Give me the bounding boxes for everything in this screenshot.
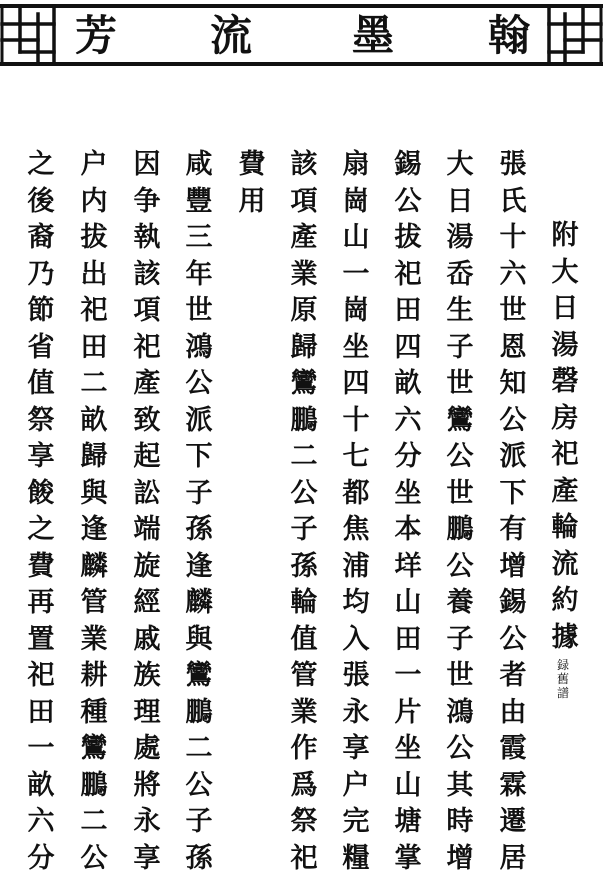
text-column: 費用 bbox=[238, 149, 266, 217]
text-column: 錫公拔祀田四畝六分坐本垟山田一片坐山塘掌 bbox=[394, 149, 422, 874]
banner-char-3: 墨 bbox=[352, 11, 395, 60]
text-column: 大日湯岙生子世鸞公世鵬公養子世鴻公其時增 bbox=[446, 149, 474, 874]
banner-title bbox=[0, 10, 603, 62]
text-column: 之後裔乃節省值祭享餕之費再置祀田一畝六分 bbox=[27, 149, 55, 874]
banner-char-2: 流 bbox=[210, 11, 253, 60]
banner-char-4: 翰 bbox=[488, 11, 531, 60]
banner-char-1: 芳 bbox=[75, 11, 118, 60]
text-column: 扇崗山一崗坐四十七都焦浦均入張永享户完糧 bbox=[342, 149, 370, 874]
text-column: 户内拔出祀田二畝歸與逢麟管業耕種鸞鵬二公 bbox=[80, 149, 108, 874]
source-note: 録舊譜 bbox=[556, 658, 569, 700]
text-column: 該項產業原歸鸞鵬二公子孫輪值管業作爲祭祀 bbox=[290, 149, 318, 874]
text-column: 張氏十六世恩知公派下有增錫公者由霞霖遷居 bbox=[499, 149, 527, 874]
text-column: 因争執該項祀產致起訟端旋經戚族理處將永享 bbox=[133, 149, 161, 874]
text-column-title: 附大日湯磬房祀產輪流約據 bbox=[551, 220, 579, 653]
text-column: 咸豐三年世鴻公派下子孫逢麟與鸞鵬二公子孫 bbox=[185, 149, 213, 874]
